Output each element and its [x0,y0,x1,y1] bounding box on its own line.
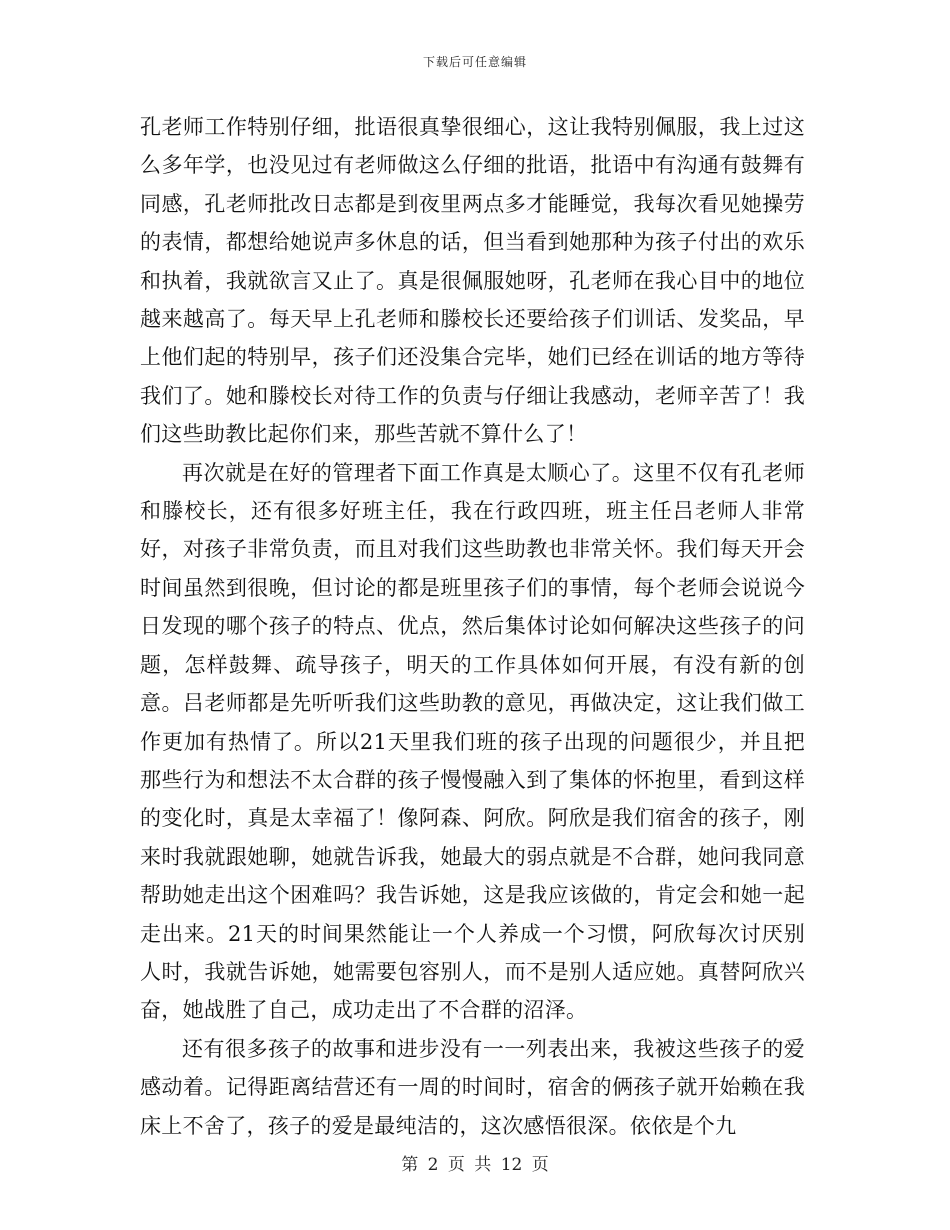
paragraph-3: 还有很多孩子的故事和进步没有一一列表出来，我被这些孩子的爱感动着。记得距离结营还有一周的时间时，宿舍的俩孩子就开始赖在我床上不舍了，孩子的爱是最纯洁的，这次感悟很深。依依是个九 [140,1036,805,1138]
paragraph-2: 再次就是在好的管理者下面工作真是太顺心了。这里不仅有孔老师和滕校长，还有很多好班主任，我在行政四班，班主任吕老师人非常好，对孩子非常负责，而且对我们这些助教也非常关怀。我们每天开会时间虽然到很晚，但讨论的都是班里孩子们的事情，每个老师会说说今日发现的哪个孩子的特点、优点，然后集体讨论如何解决这些孩子的问题，怎样鼓舞、疏导孩子，明天的工作具体如何开展，有没有新的创意。吕老师都是先听听我们这些助教的意见，再做决定，这让我们做工作更加有热情了。所以21天里我们班的孩子出现的问题很少，并且把那些行为和想法不太合群的孩子慢慢融入到了集体的怀抱里，看到这样的变化时，真是太幸福了！像阿森、阿欣。阿欣是我们宿舍的孩子，刚来时我就跟她聊，她就告诉我，她最大的弱点就是不合群，她问我同意帮助她走出这个困难吗？我告诉她，这是我应该做的，肯定会和她一起走出来。21天的时间果然能让一个人养成一个习惯，阿欣每次讨厌别人时，我就告诉她，她需要包容别人，而不是别人适应她。真替阿欣兴奋，她战胜了自己，成功走出了不合群的沼泽。 [140,460,805,1023]
document-body [140,108,805,1145]
page-number-footer: 第 2 页 共 12 页 [401,1155,549,1175]
paragraph-1: 孔老师工作特别仔细，批语很真挚很细心，这让我特别佩服，我上过这么多年学，也没见过有老师做这么仔细的批语，批语中有沟通有鼓舞有同感，孔老师批改日志都是到夜里两点多才能睡觉，我每次看见她操劳的表情，都想给她说声多休息的话，但当看到她那种为孩子付出的欢乐和执着，我就欲言又止了。真是很佩服她呀，孔老师在我心目中的地位越来越高了。每天早上孔老师和滕校长还要给孩子们训话、发奖品，早上他们起的特别早，孩子们还没集合完毕，她们已经在训话的地方等待我们了。她和滕校长对待工作的负责与仔细让我感动，老师辛苦了！我们这些助教比起你们来，那些苦就不算什么了！ [140,115,805,447]
page-header: 下载后可任意编辑 [422,55,527,69]
